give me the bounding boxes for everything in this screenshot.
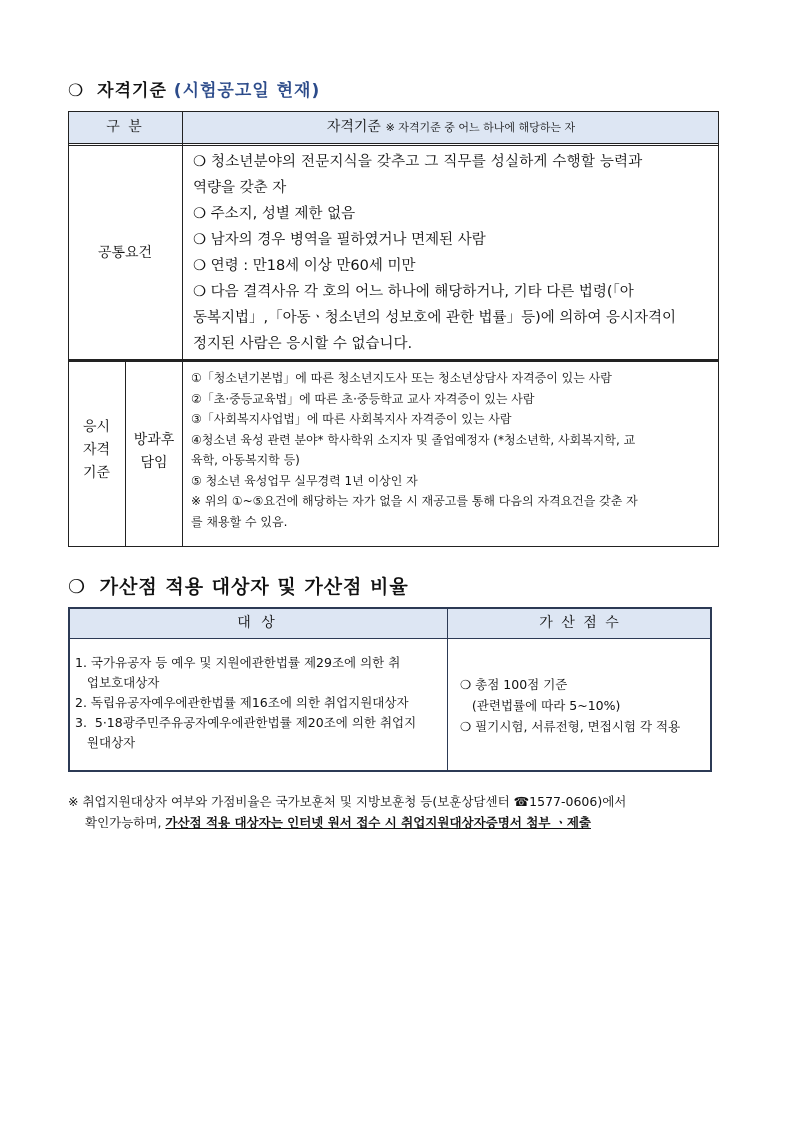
common-line: ❍ 주소지, 성별 제한 없음 xyxy=(193,206,356,222)
footnote-prefix: 확인가능하며, xyxy=(85,815,166,830)
header-bonus: 가 산 점 수 xyxy=(539,615,621,631)
footnote-line-2 xyxy=(68,812,748,833)
role-line: ②「초·중등교육법」에 따른 초·중등학교 교사 자격증이 있는 사람 xyxy=(191,391,535,406)
common-line: ❍ 연령 : 만18세 이상 만60세 미만 xyxy=(193,258,416,274)
header-target: 대 상 xyxy=(237,615,278,631)
footnote-line-1: ※ 취업지원대상자 여부와 가점비율은 국가보훈처 및 지방보훈청 등(보훈상담센터 ☎1577-0606)에서 xyxy=(68,794,627,809)
role-label-line: 담임 xyxy=(140,455,168,471)
section-title-text: 자격기준 xyxy=(97,81,167,101)
apply-label-line: 기준 xyxy=(82,465,111,481)
role-line: ④청소년 육성 관련 분야* 학사학위 소지자 및 졸업예정자 (*청소년학, 사회복지학, 교 xyxy=(191,432,636,447)
role-label-line: 방과후 xyxy=(133,432,175,448)
apply-qualification-label xyxy=(68,416,125,485)
role-line: 육학, 아동복지학 등) xyxy=(191,453,300,467)
role-line: ③「사회복지사업법」에 따른 사회복지사 자격증이 있는 사람 xyxy=(191,412,512,426)
role-line: ⑤ 청소년 육성업무 실무경력 1년 이상인 자 xyxy=(191,473,418,488)
footnote-emphasis: 가산점 적용 대상자는 인터넷 원서 접수 시 취업지원대상자증명서 첨부 ㆍ제출 xyxy=(165,815,591,830)
header-qualification xyxy=(183,114,719,141)
section-title-qualifications xyxy=(68,76,320,101)
common-line: 역량을 갖춘 자 xyxy=(193,180,287,196)
bonus-line: ❍ 총점 100점 기준 xyxy=(460,677,568,692)
common-line: 정지된 사람은 응시할 수 없습니다. xyxy=(193,336,413,352)
role-line: ※ 위의 ①~⑤요건에 해당하는 자가 없을 시 재공고를 통해 다음의 자격요건을 갖춘 자 xyxy=(191,494,638,508)
target-line: 원대상자 xyxy=(75,735,136,750)
bonus-line: (관련법률에 따라 5~10%) xyxy=(460,698,621,713)
section-title-text: 가산점 적용 대상자 및 가산점 비율 xyxy=(99,576,409,598)
common-requirements-list xyxy=(193,149,715,357)
header-qualification-main: 자격기준 xyxy=(326,119,381,135)
role-line: ①「청소년기본법」에 따른 청소년지도사 또는 청소년상담사 자격증이 있는 사람 xyxy=(191,371,612,385)
section-subtitle: (시험공고일 현재) xyxy=(173,81,321,101)
section-title-bonus xyxy=(68,572,409,599)
target-line: 2. 독립유공자예우에관한법률 제16조에 의한 취업지원대상자 xyxy=(75,695,409,710)
apply-label-line: 자격 xyxy=(82,442,111,458)
role-label xyxy=(126,429,182,475)
bonus-list xyxy=(460,674,710,737)
header-category: 구 분 xyxy=(106,119,144,135)
qualifications-table xyxy=(68,111,719,547)
bonus-points-table xyxy=(68,607,712,772)
apply-label-line: 응시 xyxy=(82,419,111,435)
role-requirements-list xyxy=(191,368,717,532)
target-line: 업보호대상자 xyxy=(75,675,160,690)
target-line: 3. 5·18광주민주유공자예우에관한법률 제20조에 의한 취업지 xyxy=(75,715,417,730)
common-line: ❍ 다음 결격사유 각 호의 어느 하나에 해당하거나, 기타 다른 법령(「아 xyxy=(193,284,634,300)
footnote xyxy=(68,791,748,833)
header-qualification-note: ※ 자격기준 중 어느 하나에 해당하는 자 xyxy=(385,121,576,134)
common-line: ❍ 남자의 경우 병역을 필하였거나 면제된 사람 xyxy=(193,232,486,248)
common-line: ❍ 청소년분야의 전문지식을 갖추고 그 직무를 성실하게 수행할 능력과 xyxy=(193,154,643,170)
circle-bullet-icon: ❍ xyxy=(68,81,85,101)
circle-bullet-icon: ❍ xyxy=(68,576,87,598)
role-line: 를 채용할 수 있음. xyxy=(191,514,288,529)
bonus-line: ❍ 필기시험, 서류전형, 면접시험 각 적용 xyxy=(460,719,681,734)
target-line: 1. 국가유공자 등 예우 및 지원에관한법률 제29조에 의한 취 xyxy=(75,655,401,670)
common-line: 동복지법」,「아동ㆍ청소년의 성보호에 관한 법률」등)에 의하여 응시자격이 xyxy=(193,310,677,326)
common-requirements-label: 공통요건 xyxy=(97,245,153,261)
target-list xyxy=(75,653,445,753)
